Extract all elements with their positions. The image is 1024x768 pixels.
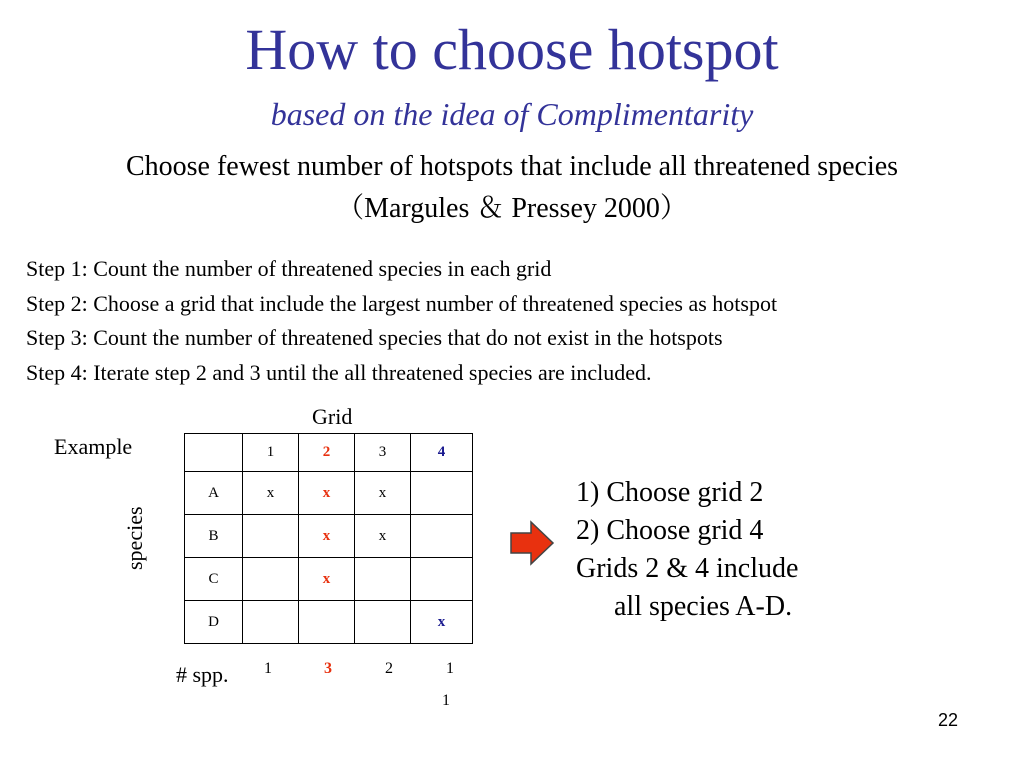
table-cell: [243, 515, 299, 558]
table-cell: x: [299, 558, 355, 601]
table-row: [185, 472, 473, 515]
table-cell: [411, 515, 473, 558]
count-extra: 1: [442, 692, 450, 709]
goal-citation: （Margules ＆ Pressey 2000）: [336, 193, 688, 224]
row-header: D: [185, 601, 243, 644]
table-row: [185, 515, 473, 558]
step-3: Step 3: Count the number of threatened species that do not exist in the hotspots: [26, 325, 723, 350]
result-line-3: Grids 2 & 4 include: [576, 553, 799, 584]
table-cell: x: [243, 472, 299, 515]
table-row: [185, 558, 473, 601]
column-header-1: 1: [243, 434, 299, 472]
column-header-3: 3: [355, 434, 411, 472]
table-cell: x: [355, 472, 411, 515]
step-2: Step 2: Choose a grid that include the largest number of threatened species as hotspot: [26, 290, 778, 316]
steps-list: [26, 252, 777, 390]
right-arrow-icon: [509, 520, 555, 566]
table-cell: x: [299, 472, 355, 515]
species-grid-table: [184, 433, 473, 644]
table-cell: x: [355, 515, 411, 558]
table-cell: [355, 601, 411, 644]
result-line-2: 2) Choose grid 4: [576, 515, 764, 546]
column-header-4: 4: [411, 434, 473, 472]
table-cell: [411, 558, 473, 601]
row-header: C: [185, 558, 243, 601]
species-axis-label: species: [122, 506, 147, 570]
slide-subtitle: based on the idea of Complimentarity: [270, 96, 754, 132]
goal-statement: Choose fewest number of hotspots that include all threatened species: [125, 151, 899, 182]
grid-axis-label: Grid: [312, 404, 353, 429]
count-grid-1: 1: [264, 660, 272, 677]
result-text: [576, 474, 798, 626]
species-count-label: # spp.: [176, 662, 229, 687]
row-header: B: [185, 515, 243, 558]
table-cell: [243, 558, 299, 601]
table-corner-cell: [185, 434, 243, 472]
example-label: Example: [54, 434, 133, 459]
table-cell: x: [299, 515, 355, 558]
result-line-1: 1) Choose grid 2: [576, 477, 764, 508]
slide-title: How to choose hotspot: [245, 17, 779, 82]
result-line-4: all species A-D.: [614, 591, 793, 622]
count-grid-2: 3: [324, 660, 332, 677]
step-1: Step 1: Count the number of threatened species in each grid: [26, 256, 552, 281]
step-4: Step 4: Iterate step 2 and 3 until the all threatened species are included.: [26, 359, 652, 385]
table-cell: [299, 601, 355, 644]
table-cell: [243, 601, 299, 644]
count-grid-3: 2: [385, 660, 393, 677]
table-cell: [411, 472, 473, 515]
page-number: 22: [938, 710, 959, 730]
table-header-row: [185, 434, 473, 472]
table-row: [185, 601, 473, 644]
row-header: A: [185, 472, 243, 515]
column-header-2: 2: [299, 434, 355, 472]
count-grid-4: 1: [446, 660, 454, 677]
table-cell: x: [411, 601, 473, 644]
table-cell: [355, 558, 411, 601]
